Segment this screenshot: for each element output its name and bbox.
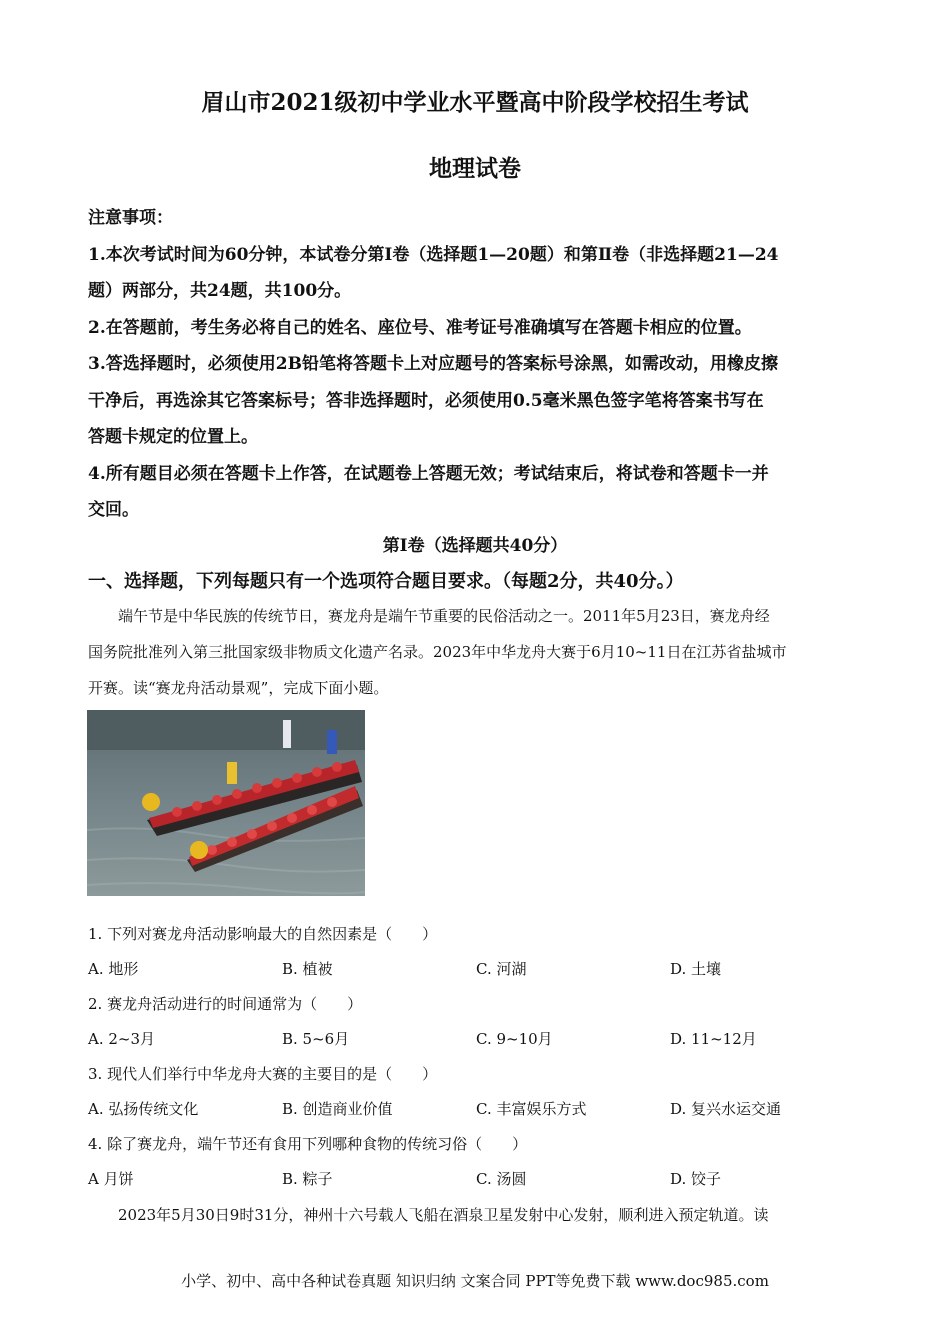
- passage-line: 开赛。读“赛龙舟活动景观”，完成下面小题。: [88, 679, 389, 697]
- question-1-option-c: C. 河湖: [476, 960, 527, 978]
- question-1-stem: 1. 下列对赛龙舟活动影响最大的自然因素是（ ）: [88, 925, 438, 943]
- instruction-line: 题）两部分，共24题，共100分。: [88, 281, 352, 301]
- question-4-option-b: B. 粽子: [282, 1170, 333, 1188]
- question-4-option-c: C. 汤圆: [476, 1170, 527, 1188]
- question-1-option-a: A. 地形: [88, 960, 139, 978]
- instruction-line: 3.答选择题时，必须使用2B铅笔将答题卡上对应题号的答案标号涂黑，如需改动，用橡皮擦: [88, 354, 778, 374]
- next-passage-line: 2023年5月30日9时31分，神州十六号载人飞船在酒泉卫星发射中心发射，顺利进入预定轨道。读: [118, 1206, 769, 1224]
- passage-intro: [88, 598, 868, 706]
- question-3-option-b: B. 创造商业价值: [282, 1100, 393, 1118]
- question-2-option-c: C. 9~10月: [476, 1030, 553, 1048]
- instruction-line: 4.所有题目必须在答题卡上作答，在试题卷上答题无效；考试结束后，将试卷和答题卡一并: [88, 463, 769, 484]
- question-3-option-a: A. 弘扬传统文化: [88, 1100, 199, 1118]
- section-title: 第Ⅰ卷（选择题共40分）: [382, 536, 568, 556]
- question-1-option-b: B. 植被: [282, 960, 333, 978]
- question-4-option-d: D. 饺子: [670, 1170, 722, 1188]
- question-1-option-d: D. 土壤: [670, 960, 722, 978]
- passage-line: 国务院批准列入第三批国家级非物质文化遗产名录。2023年中华龙舟大赛于6月10~11日在江苏省盐城市: [88, 643, 787, 661]
- page-footer: 小学、初中、高中各种试卷真题 知识归纳 文案合同 PPT等免费下载 www.doc985.com: [181, 1272, 769, 1290]
- passage-line: 端午节是中华民族的传统节日，赛龙舟是端午节重要的民俗活动之一。2011年5月23日，赛龙舟经: [118, 607, 770, 625]
- question-2-option-a: A. 2~3月: [88, 1030, 156, 1048]
- instructions-heading: 注意事项：: [88, 208, 173, 228]
- question-2-option-b: B. 5~6月: [282, 1030, 350, 1048]
- question-4-option-a: A 月饼: [88, 1170, 134, 1188]
- exam-title: 眉山市2021级初中学业水平暨高中阶段学校招生考试: [201, 89, 749, 116]
- question-3-option-d: D. 复兴水运交通: [670, 1100, 782, 1118]
- exam-subtitle: 地理试卷: [429, 155, 521, 182]
- part-title: 一、选择题，下列每题只有一个选项符合题目要求。（每题2分，共40分。）: [88, 571, 684, 592]
- question-3-stem: 3. 现代人们举行中华龙舟大赛的主要目的是（ ）: [88, 1065, 438, 1083]
- instruction-line: 干净后，再选涂其它答案标号；答非选择题时，必须使用0.5毫米黑色签字笔将答案书写在: [88, 390, 764, 411]
- instruction-line: 2.在答题前，考生务必将自己的姓名、座位号、准考证号准确填写在答题卡相应的位置。: [88, 317, 752, 338]
- instruction-line: 答题卡规定的位置上。: [88, 427, 258, 447]
- instructions-block: [88, 200, 873, 529]
- instruction-line: 1.本次考试时间为60分钟，本试卷分第Ⅰ卷（选择题1—20题）和第Ⅱ卷（非选择题21—24: [88, 244, 779, 265]
- instruction-line: 交回。: [88, 500, 139, 520]
- question-3-option-c: C. 丰富娱乐方式: [476, 1100, 587, 1118]
- question-2-stem: 2. 赛龙舟活动进行的时间通常为（ ）: [88, 995, 363, 1013]
- dragon-boat-photo: [87, 710, 365, 896]
- question-4-stem: 4. 除了赛龙舟，端午节还有食用下列哪种食物的传统习俗（ ）: [88, 1135, 528, 1153]
- question-2-option-d: D. 11~12月: [670, 1030, 757, 1048]
